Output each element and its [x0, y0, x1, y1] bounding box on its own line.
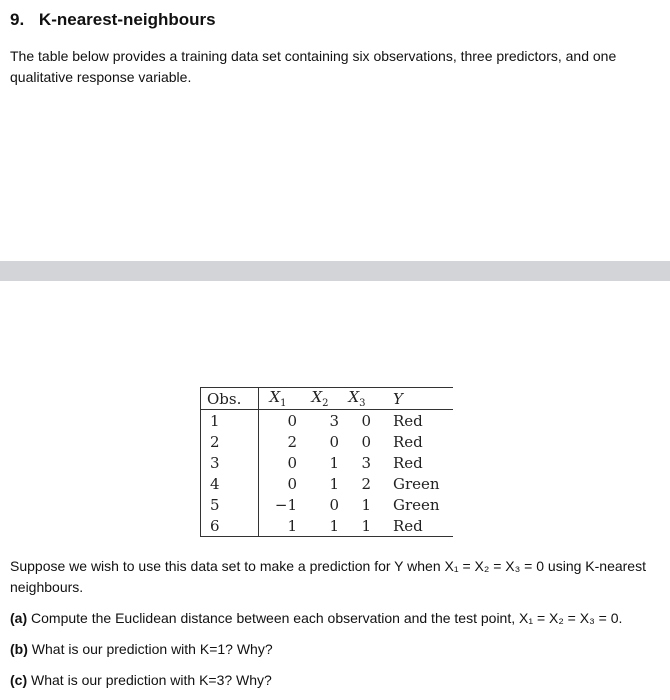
table-row	[201, 431, 454, 452]
intro-paragraph: The table below provides a training data set containing six observations, three predictors, and one qualitative response variable.	[10, 48, 617, 85]
part-c	[10, 672, 272, 688]
part-a	[10, 610, 622, 626]
cell-x3: 1	[361, 495, 371, 514]
part-c-label: (c)	[10, 672, 28, 688]
cell-obs: 1	[201, 410, 259, 432]
question-number: 9.	[10, 10, 25, 29]
cell-x1: 0	[287, 453, 297, 472]
cell-x1: 1	[287, 516, 297, 535]
cell-x3: 0	[361, 411, 371, 430]
cell-y: Green	[393, 474, 440, 493]
cell-y: Red	[393, 411, 423, 430]
table-row	[201, 452, 454, 473]
table-row	[201, 494, 454, 515]
cell-obs: 4	[201, 473, 259, 494]
part-b-text: What is our prediction with K=1? Why?	[31, 641, 273, 657]
cell-x1: −1	[274, 495, 297, 514]
cell-x2: 1	[329, 453, 339, 472]
table-row	[201, 515, 454, 537]
part-a-text: Compute the Euclidean distance between each observation and the test point, X₁ = X₂ = X₃ = 0.	[31, 610, 623, 626]
cell-x1: 0	[287, 411, 297, 430]
table-row	[201, 410, 454, 432]
part-b	[10, 641, 273, 657]
cell-x2: 0	[329, 432, 339, 451]
question-paragraph: Suppose we wish to use this data set to make a prediction for Y when X₁ = X₂ = X₃ = 0 using K-nearest neighbours.	[10, 558, 646, 595]
cell-x1: 0	[287, 474, 297, 493]
cell-obs: 2	[201, 431, 259, 452]
cell-x3: 1	[361, 516, 371, 535]
table-header-row	[201, 388, 454, 410]
cell-y: Red	[393, 516, 423, 535]
part-a-label: (a)	[10, 610, 28, 626]
cell-x3: 2	[361, 474, 371, 493]
part-c-text: What is our prediction with K=3? Why?	[31, 672, 272, 688]
cell-obs: 5	[201, 494, 259, 515]
cell-x3: 3	[361, 453, 371, 472]
part-b-label: (b)	[10, 641, 28, 657]
header-y: Y	[393, 389, 403, 408]
cell-x2: 0	[329, 495, 339, 514]
cell-x2: 3	[329, 411, 339, 430]
header-x1: $X_1$	[269, 388, 287, 409]
header-obs: Obs.	[201, 388, 259, 410]
cell-y: Red	[393, 432, 423, 451]
cell-x3: 0	[361, 432, 371, 451]
cell-y: Green	[393, 495, 440, 514]
section-divider	[0, 261, 670, 281]
cell-x2: 1	[329, 516, 339, 535]
cell-y: Red	[393, 453, 423, 472]
cell-obs: 3	[201, 452, 259, 473]
cell-obs: 6	[201, 515, 259, 537]
cell-x1: 2	[287, 432, 297, 451]
table-row	[201, 473, 454, 494]
question-heading: K-nearest-neighbours	[38, 10, 216, 29]
question-title	[10, 10, 216, 30]
header-x2: $X_2$	[311, 388, 329, 409]
training-data-table	[200, 387, 453, 537]
cell-x2: 1	[329, 474, 339, 493]
header-x3: $X_3$	[348, 388, 366, 409]
